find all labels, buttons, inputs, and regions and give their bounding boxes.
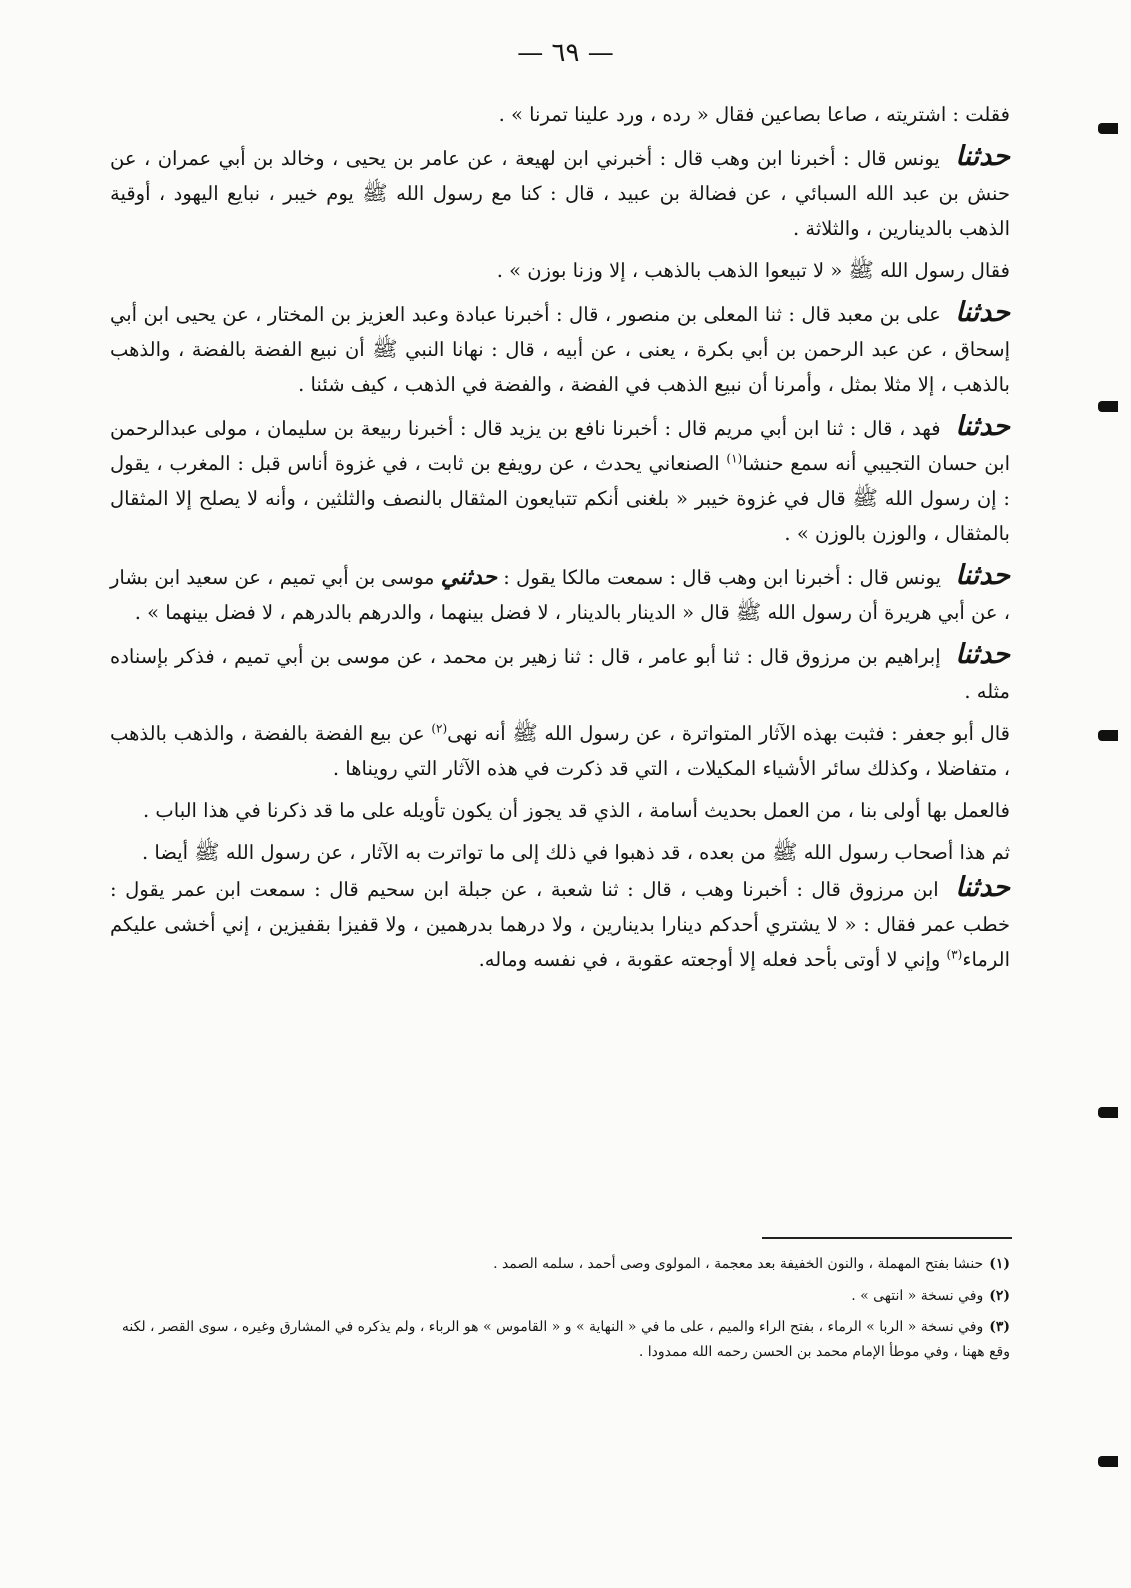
footnote <box>110 1251 1010 1278</box>
paragraph <box>110 409 1010 551</box>
margin-mark <box>1098 401 1118 412</box>
pbuh-honorific: ﷺ <box>852 486 878 510</box>
paragraph <box>110 97 1010 132</box>
text-run: فالعمل بها أولى بنا ، من العمل بحديث أسامة ، الذي قد يجوز أن يكون تأويله على ما قد ذكرنا في هذا الباب . <box>143 799 1010 822</box>
paragraph <box>110 637 1010 709</box>
text-run: ثم هذا أصحاب رسول الله <box>797 841 1010 864</box>
hadith-opener: حدثنا <box>955 411 1010 442</box>
text-run: من بعده ، قد ذهبوا في ذلك إلى ما تواترت به الآثار ، عن رسول الله <box>219 841 773 864</box>
text-run: يونس قال : أخبرنا ابن وهب قال : سمعت مالكا يقول : <box>496 566 948 589</box>
footnote-number: (٢) <box>989 1288 1010 1304</box>
paragraph <box>110 139 1010 246</box>
hadith-opener: حدثنا <box>955 639 1010 670</box>
footnote-number: (١) <box>989 1256 1010 1272</box>
paragraph <box>110 558 1010 630</box>
text-run: فهد ، قال : ثنا ابن أبي مريم قال : أخبرنا نافع بن يزيد قال : أخبرنا ربيعة بن سليمان ، مولى عبدالرحمن ابن حسان التجيبي أنه سمع حنشا <box>110 417 1010 475</box>
text-run: الصنعاني يحدث ، عن رويفع بن ثابت ، في غزوة أناس قبل : المغرب ، يقول : إن رسول الله <box>110 452 1011 510</box>
text-run: يونس قال : أخبرنا ابن وهب قال : أخبرني ابن لهيعة ، عن عامر بن يحيى ، وخالد بن أبي عمران ، عن حنش بن عبد الله السبائي ، عن فضالة بن عبيد ، قال : كنا مع رسول الله <box>110 147 1010 205</box>
text-run: قال في غزوة خيبر « بلغنى أنكم تتبايعون المثقال بالنصف والثلثين ، وأنه لا يصلح إلا المثقال بالمثقال ، والوزن بالوزن » . <box>110 487 1010 545</box>
pbuh-honorific: ﷺ <box>848 258 874 282</box>
margin-mark <box>1098 1107 1118 1118</box>
footnote-text: حنشا بفتح المهملة ، والنون الخفيفة بعد معجمة ، المولوى وصى أحمد ، سلمه الصمد . <box>493 1256 984 1272</box>
text-run: أيضا . <box>142 841 195 864</box>
footnote-text: وفي نسخة « الربا » الرماء ، بفتح الراء والميم ، على ما في « النهاية » و « القاموس » هو الرباء ، ولم يذكره في المشارق وغيره ، سوى القصر ، لكنه وقع ههنا ، وفي موطأ الإمام محمد بن الحسن رحمه الله ممدودا . <box>121 1319 1010 1360</box>
margin-mark <box>1098 123 1118 134</box>
pbuh-honorific: ﷺ <box>194 840 220 864</box>
text-run: فقلت : اشتريته ، صاعا بصاعين فقال « رده ، ورد علينا تمرنا » . <box>498 103 1010 126</box>
paragraph <box>110 295 1010 402</box>
footnote-ref: (٣) <box>946 947 963 962</box>
margin-mark <box>1098 730 1118 741</box>
main-text <box>110 97 1010 984</box>
paragraph <box>110 870 1010 977</box>
footnote-ref: (٢) <box>431 721 448 736</box>
text-run: قال « الدينار بالدينار ، لا فضل بينهما ، والدرهم بالدرهم ، لا فضل بينهما » . <box>134 601 736 624</box>
hadith-opener: حدثنا <box>955 141 1010 172</box>
paragraph <box>110 793 1010 828</box>
hadith-opener: حدثنا <box>955 297 1010 328</box>
paragraph <box>110 253 1010 288</box>
footnotes <box>110 1251 1010 1370</box>
footnote-ref: (١) <box>726 451 743 466</box>
text-run: موسى بن أبي تميم ، عن سعيد ابن بشار ، عن أبي هريرة أن رسول الله <box>110 566 1010 624</box>
text-run: « لا تبيعوا الذهب بالذهب ، إلا وزنا بوزن » . <box>496 259 849 282</box>
text-run: ابن مرزوق قال : أخبرنا وهب ، قال : ثنا شعبة ، عن جبلة ابن سحيم قال : سمعت ابن عمر يقول : خطب عمر فقال : « لا يشتري أحدكم دينارا بدينارين ، ولا درهما بدرهمين ، ولا قفيزا بقفيزين ، إني أخشى عليكم الرماء <box>110 878 1010 971</box>
emphasis-word: حدثني <box>440 564 497 590</box>
text-run: على بن معبد قال : ثنا المعلى بن منصور ، قال : أخبرنا عبادة وعبد العزيز بن المختار ، عن يحيى ابن أبي إسحاق ، عن عبد الرحمن بن أبي بكرة ، يعنى ، عن أبيه ، قال : نهانا النبي <box>110 303 1010 361</box>
pbuh-honorific: ﷺ <box>512 721 538 745</box>
text-run: قال أبو جعفر : فثبت بهذه الآثار المتواترة ، عن رسول الله <box>537 722 1010 745</box>
hadith-opener: حدثنا <box>955 560 1011 591</box>
hadith-opener: حدثنا <box>955 872 1010 903</box>
text-run: وإني لا أوتى بأحد فعله إلا أوجعته عقوبة ، في نفسه وماله. <box>478 948 947 971</box>
pbuh-honorific: ﷺ <box>735 600 762 624</box>
text-run: إبراهيم بن مرزوق قال : ثنا أبو عامر ، قال : ثنا زهير بن محمد ، عن موسى بن أبي تميم ، فذكر بإسناده مثله . <box>110 645 1010 703</box>
text-run: أن نبيع الفضة بالفضة ، والذهب بالذهب ، إلا مثلا بمثل ، وأمرنا أن نبيع الذهب في الفضة ، والفضة في الذهب ، كيف شئنا . <box>110 338 1010 396</box>
text-run: فقال رسول الله <box>873 259 1010 282</box>
footnote <box>110 1283 1010 1310</box>
footnote-text: وفي نسخة « انتهى » . <box>851 1288 984 1304</box>
text-run: أنه نهى <box>447 722 513 745</box>
margin-mark <box>1098 1456 1118 1467</box>
footnote <box>110 1315 1010 1365</box>
pbuh-honorific: ﷺ <box>372 337 398 361</box>
footnote-divider <box>762 1237 1012 1239</box>
page-number: — ٦٩ — <box>517 38 614 68</box>
footnote-number: (٣) <box>989 1319 1010 1335</box>
pbuh-honorific: ﷺ <box>772 840 798 864</box>
paragraph <box>110 716 1010 786</box>
text-run: يوم خيبر ، نبايع اليهود ، أوقية الذهب بالدينارين ، والثلاثة . <box>110 182 1010 240</box>
pbuh-honorific: ﷺ <box>362 181 388 205</box>
paragraph <box>110 835 1010 870</box>
text-run: عن بيع الفضة بالفضة ، والذهب بالذهب ، متفاضلا ، وكذلك سائر الأشياء المكيلات ، التي قد ذكرت في هذه الآثار التي رويناها . <box>110 722 1010 780</box>
